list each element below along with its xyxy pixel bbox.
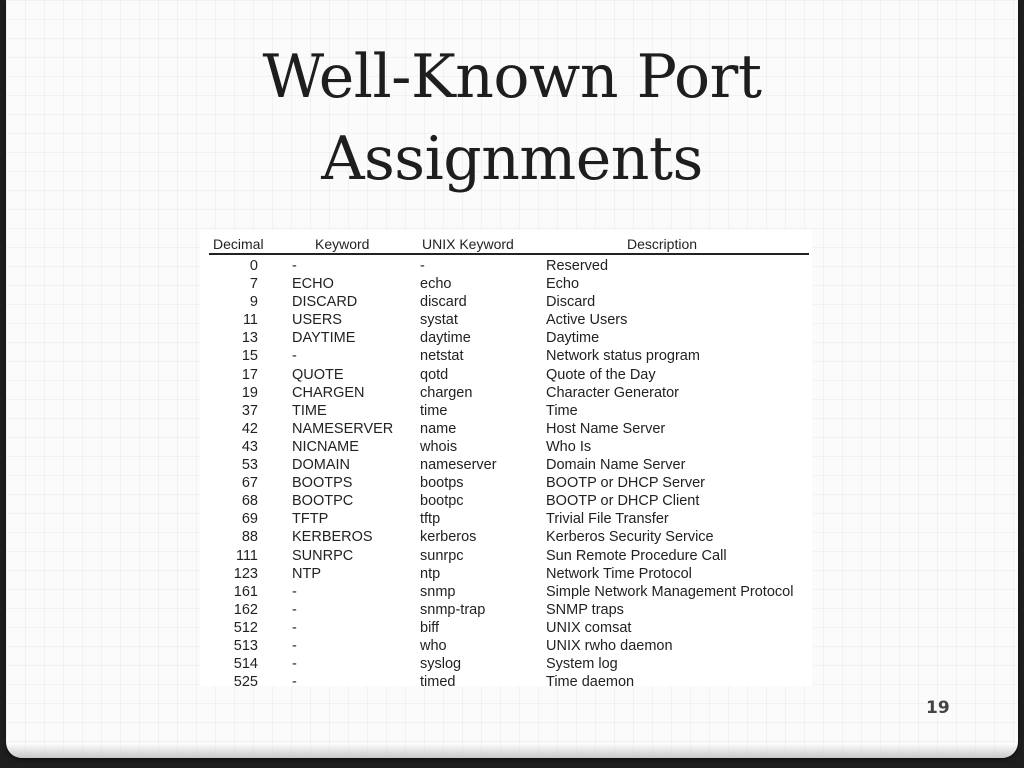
cell-keyword: -	[292, 619, 297, 636]
table-row	[200, 402, 812, 420]
cell-unix-keyword: qotd	[420, 366, 449, 383]
cell-keyword: CHARGEN	[292, 384, 365, 401]
cell-unix-keyword: discard	[420, 294, 467, 311]
column-header-unix-keyword: UNIX Keyword	[422, 236, 514, 252]
table-row	[200, 293, 812, 311]
cell-description: Sun Remote Procedure Call	[546, 547, 727, 564]
cell-unix-keyword: bootpc	[420, 493, 464, 510]
table-row	[200, 510, 812, 528]
cell-keyword: BOOTPS	[292, 475, 353, 492]
cell-keyword: NICNAME	[292, 438, 359, 455]
cell-decimal: 17	[241, 366, 258, 383]
cell-decimal: 13	[241, 330, 258, 347]
cell-description: Network Time Protocol	[546, 565, 692, 582]
cell-unix-keyword: ntp	[420, 565, 441, 582]
cell-decimal: 15	[241, 348, 258, 365]
cell-description: Simple Network Management Protocol	[546, 583, 794, 600]
cell-decimal: 68	[241, 493, 258, 510]
cell-keyword: TIME	[292, 402, 327, 419]
table-body	[200, 257, 812, 691]
cell-decimal: 513	[233, 637, 258, 654]
cell-keyword: DOMAIN	[292, 457, 350, 474]
cell-description: Network status program	[546, 348, 700, 365]
cell-decimal: 512	[233, 619, 258, 636]
table-row	[200, 655, 812, 673]
cell-keyword: SUNRPC	[292, 547, 354, 564]
cell-keyword: DISCARD	[292, 294, 358, 311]
cell-unix-keyword: tftp	[420, 511, 441, 528]
cell-decimal: 69	[241, 511, 258, 528]
cell-keyword: -	[292, 258, 297, 274]
cell-unix-keyword: who	[420, 637, 447, 654]
cell-keyword: USERS	[292, 312, 342, 329]
cell-description: Discard	[546, 294, 596, 311]
cell-description: Character Generator	[546, 384, 679, 401]
cell-unix-keyword: kerberos	[420, 529, 477, 546]
cell-unix-keyword: sunrpc	[420, 547, 464, 564]
cell-keyword: KERBEROS	[292, 529, 373, 546]
table-row	[200, 456, 812, 474]
cell-keyword: -	[292, 348, 297, 365]
cell-description: Time daemon	[546, 674, 635, 691]
table-row	[200, 492, 812, 510]
cell-unix-keyword: timed	[420, 674, 456, 691]
cell-description: Trivial File Transfer	[546, 511, 669, 528]
cell-decimal: 0	[249, 258, 258, 274]
cell-keyword: NAMESERVER	[292, 420, 394, 437]
cell-decimal: 9	[249, 294, 258, 311]
cell-description: UNIX comsat	[546, 619, 632, 636]
cell-unix-keyword: daytime	[420, 330, 471, 347]
cell-unix-keyword: name	[420, 420, 457, 437]
table-row	[200, 311, 812, 329]
cell-decimal: 19	[241, 384, 258, 401]
table-row	[200, 366, 812, 384]
cell-keyword: -	[292, 601, 297, 618]
table-row	[200, 384, 812, 402]
cell-keyword: -	[292, 583, 297, 600]
cell-description: Active Users	[546, 312, 628, 329]
cell-keyword: TFTP	[292, 511, 329, 528]
column-header-keyword: Keyword	[315, 236, 370, 252]
cell-decimal: 162	[233, 601, 258, 618]
cell-description: Kerberos Security Service	[546, 529, 714, 546]
cell-description: BOOTP or DHCP Server	[546, 475, 706, 492]
cell-decimal: 42	[241, 420, 258, 437]
page-number: 19	[926, 698, 950, 718]
header-rule	[209, 253, 809, 255]
cell-unix-keyword: snmp	[420, 583, 456, 600]
cell-decimal: 7	[249, 276, 258, 293]
cell-keyword: -	[292, 656, 297, 673]
table-row	[200, 275, 812, 293]
cell-description: Who Is	[546, 438, 592, 455]
table-row	[200, 528, 812, 546]
cell-decimal: 53	[241, 457, 258, 474]
cell-description: SNMP traps	[546, 601, 624, 618]
column-header-description: Description	[626, 236, 698, 252]
cell-unix-keyword: biff	[420, 619, 440, 636]
cell-description: Quote of the Day	[546, 366, 656, 383]
table-row	[200, 347, 812, 365]
cell-description: UNIX rwho daemon	[546, 637, 673, 654]
cell-decimal: 88	[241, 529, 258, 546]
cell-keyword: DAYTIME	[292, 330, 356, 347]
table-row	[200, 601, 812, 619]
table-row	[200, 583, 812, 601]
cell-description: Reserved	[546, 258, 609, 274]
cell-decimal: 11	[242, 312, 258, 329]
table-row	[200, 474, 812, 492]
port-table	[200, 230, 812, 691]
cell-description: Domain Name Server	[546, 457, 686, 474]
cell-decimal: 514	[233, 656, 258, 673]
cell-unix-keyword: nameserver	[420, 457, 497, 474]
cell-keyword: NTP	[292, 565, 321, 582]
cell-unix-keyword: netstat	[420, 348, 464, 365]
cell-keyword: QUOTE	[292, 366, 344, 383]
cell-keyword: BOOTPC	[292, 493, 354, 510]
cell-description: Daytime	[546, 330, 600, 347]
cell-unix-keyword: echo	[420, 276, 452, 293]
cell-keyword: ECHO	[292, 276, 334, 293]
cell-unix-keyword: syslog	[420, 656, 462, 673]
table-row	[200, 329, 812, 347]
cell-decimal: 525	[233, 674, 258, 691]
cell-unix-keyword: whois	[420, 438, 458, 455]
table-row	[200, 438, 812, 456]
cell-unix-keyword: systat	[420, 312, 458, 329]
cell-decimal: 37	[241, 402, 258, 419]
cell-unix-keyword: snmp-trap	[420, 601, 486, 618]
table-row	[200, 619, 812, 637]
table-row	[200, 565, 812, 583]
cell-decimal: 111	[235, 547, 258, 564]
cell-decimal: 43	[241, 438, 258, 455]
column-header-decimal: Decimal	[213, 236, 264, 252]
cell-unix-keyword: -	[420, 258, 425, 274]
slide	[6, 0, 1018, 758]
slide-title	[6, 36, 1018, 200]
table-row	[200, 547, 812, 565]
slide-title-line1: Well-Known Port	[262, 42, 762, 112]
cell-unix-keyword: time	[420, 402, 448, 419]
cell-keyword: -	[292, 637, 297, 654]
table-row	[200, 420, 812, 438]
cell-decimal: 161	[233, 583, 258, 600]
cell-description: System log	[546, 656, 618, 673]
cell-keyword: -	[292, 674, 297, 691]
cell-description: BOOTP or DHCP Client	[546, 493, 700, 510]
cell-description: Host Name Server	[546, 420, 666, 437]
table-row	[200, 257, 812, 275]
slide-title-line2: Assignments	[321, 124, 703, 194]
table-header	[200, 234, 812, 254]
cell-description: Echo	[546, 276, 580, 293]
cell-description: Time	[546, 402, 578, 419]
table-row	[200, 673, 812, 691]
cell-unix-keyword: bootps	[420, 475, 464, 492]
cell-unix-keyword: chargen	[420, 384, 473, 401]
table-row	[200, 637, 812, 655]
cell-decimal: 123	[233, 565, 258, 582]
cell-decimal: 67	[241, 475, 258, 492]
